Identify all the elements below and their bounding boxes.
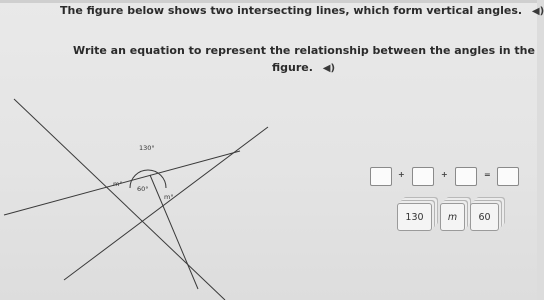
speaker-icon[interactable]: ◀) bbox=[322, 63, 336, 74]
line-d bbox=[150, 175, 198, 289]
plus-sign-1: + bbox=[398, 170, 405, 179]
angle-label-m-left: m° bbox=[113, 180, 123, 188]
question-line-2: Write an equation to represent the relationship between the angles in the bbox=[73, 44, 535, 57]
speaker-icon[interactable]: ◀) bbox=[531, 6, 544, 17]
equation-slot-2[interactable] bbox=[412, 167, 434, 186]
question-line-3: figure. bbox=[272, 61, 313, 74]
angle-label-130: 130° bbox=[139, 144, 155, 152]
equation-slot-1[interactable] bbox=[370, 167, 392, 186]
equation-slot-3[interactable] bbox=[455, 167, 477, 186]
answer-tile-m[interactable] bbox=[440, 203, 465, 231]
tile-label: m bbox=[447, 211, 458, 223]
answer-tile-130[interactable] bbox=[397, 203, 432, 231]
figure-lines bbox=[4, 99, 268, 300]
tile-label: 130 bbox=[405, 211, 424, 223]
equals-sign: = bbox=[484, 170, 491, 179]
question-line-1: The figure below shows two intersecting lines, which form vertical angles. bbox=[60, 4, 523, 17]
angle-label-60: 60° bbox=[137, 185, 149, 193]
tile-label: 60 bbox=[478, 211, 491, 223]
equation-slot-4[interactable] bbox=[497, 167, 519, 186]
angle-label-m-right: m° bbox=[164, 193, 174, 201]
plus-sign-2: + bbox=[441, 170, 448, 179]
line-a bbox=[14, 99, 225, 300]
line-b bbox=[64, 127, 268, 280]
answer-tile-60[interactable] bbox=[470, 203, 499, 231]
